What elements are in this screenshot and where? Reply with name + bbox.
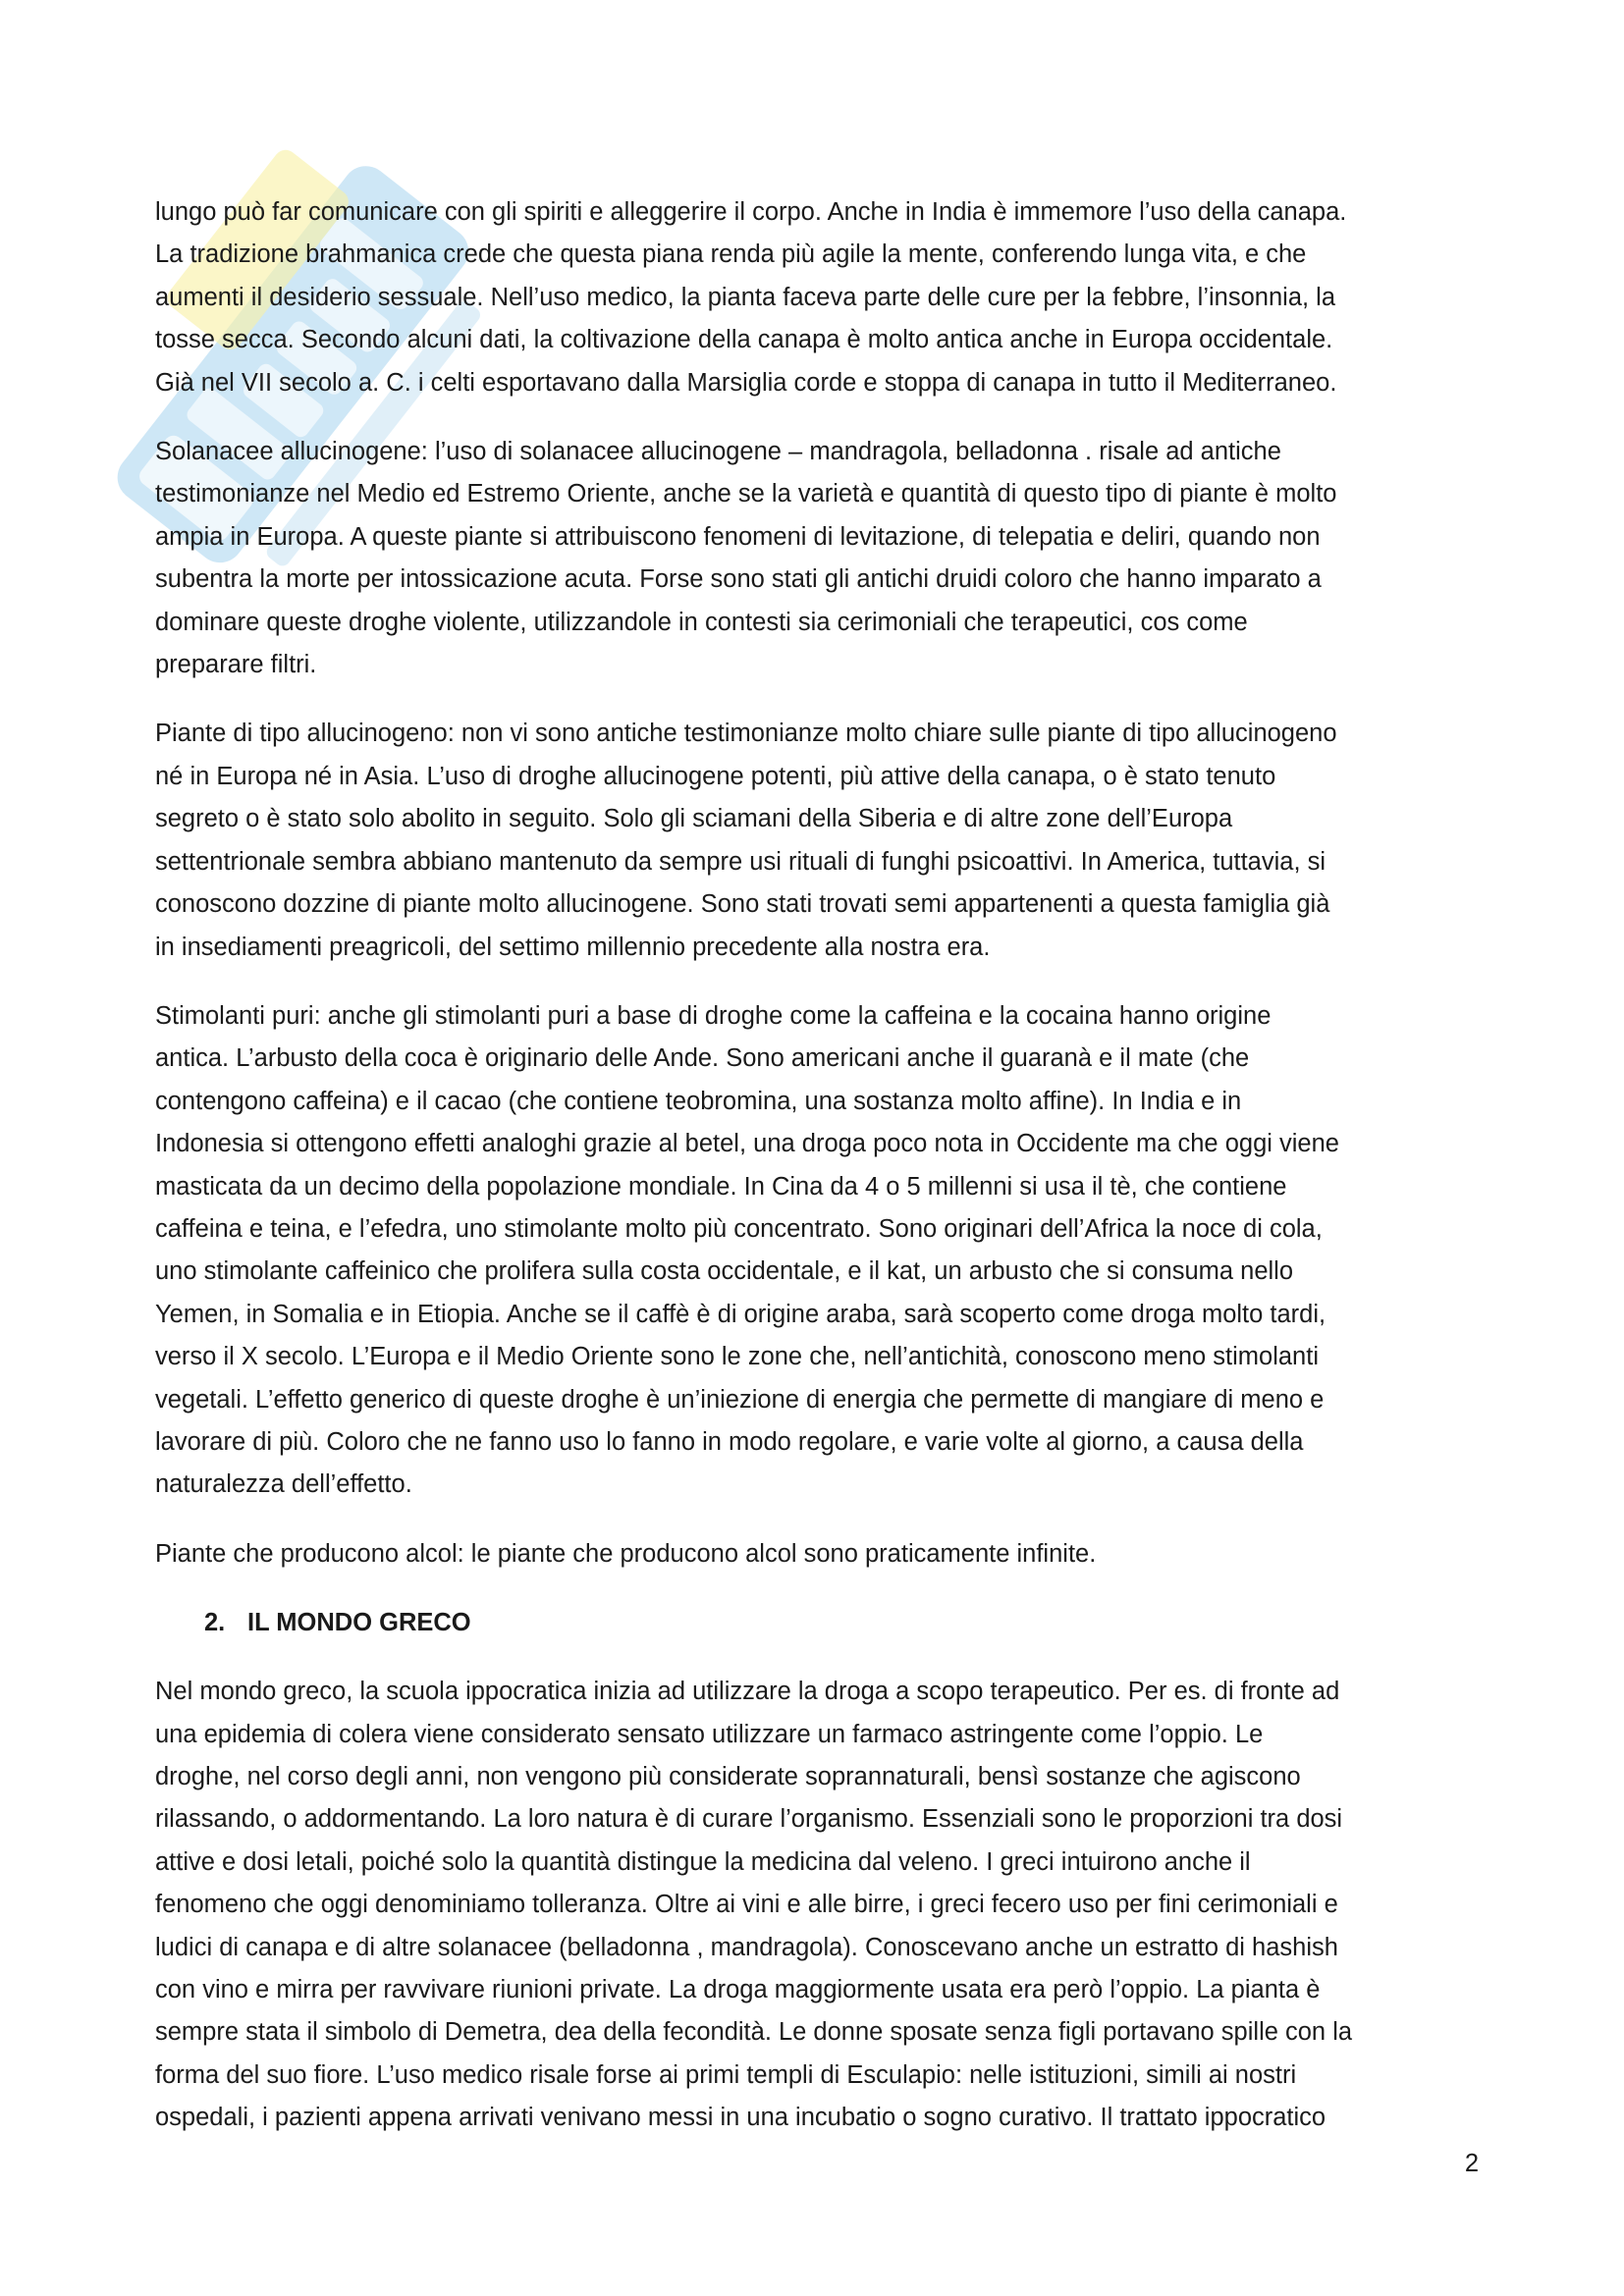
section-title: IL MONDO GRECO xyxy=(247,1609,471,1637)
paragraph-mondo-greco: Nel mondo greco, la scuola ippocratica inizia ad utilizzare la droga a scopo terapeutico. Per es. di fronte ad una epidemia di colera viene considerato sensato utilizzare un farmaco astringente come l’oppio. Le droghe, nel corso degli anni, non vengono più considerate soprannaturali, bensì sostanze che agiscono rilassando, o addormentando. La loro natura è di curare l’organismo. Essenziali sono le proporzioni tra dosi attive e dosi letali, poiché solo la quantità distingue la medicina dal veleno. I greci intuirono anche il fenomeno che oggi denominiamo tolleranza. Oltre ai vini e alle birre, i greci fecero uso per fini cerimoniali e ludici di canapa e di altre solanacee (belladonna , mandragola). Conoscevano anche un estratto di hashish con vino e mirra per ravvivare riunioni private. La droga maggiormente usata era però l’oppio. La pianta è sempre stata il simbolo di Demetra, dea della fecondità. Le donne sposate senza figli portavano spille con la forma del suo fiore. L’uso medico risale forse ai primi templi di Esculapio: nelle istituzioni, simili ai nostri ospedali, i pazienti appena arrivati venivano messi in una incubatio o sogno curativo. Il trattato ippocratico xyxy=(155,1678,1353,2132)
page-number: 2 xyxy=(1464,2150,1479,2177)
paragraph-canapa-continued: lungo può far comunicare con gli spiriti e alleggerire il corpo. Anche in India è immemore l’uso della canapa. La tradizione brahmanica crede che questa piana renda più agile la mente, conferendo lunga vita, e che aumenti il desiderio sessuale. Nell’uso medico, la pianta faceva parte delle cure per la febbre, l’insonnia, la tosse secca. Secondo alcuni dati, la coltivazione della canapa è molto antica anche in Europa occidentale. Già nel VII secolo a. C. i celti esportavano dalla Marsiglia corde e stoppa di canapa in tutto il Mediterraneo. xyxy=(155,198,1347,397)
document-page xyxy=(155,191,1483,2166)
paragraph-solanacee-allucinogene: Solanacee allucinogene: l’uso di solanacee allucinogene – mandragola, belladonna . risale ad antiche testimonianze nel Medio ed Estremo Oriente, anche se la varietà e quantità di questo tipo di piante è molto ampia in Europa. A queste piante si attribuiscono fenomeni di levitazione, di telepatia e deliri, quando non subentra la morte per intossicazione acuta. Forse sono stati gli antichi druidi coloro che hanno imparato a dominare queste droghe violente, utilizzandole in contesti sia cerimoniali che terapeutici, cos come preparare filtri. xyxy=(155,438,1337,679)
section-number: 2. xyxy=(204,1609,226,1637)
paragraph-piante-allucinogene: Piante di tipo allucinogeno: non vi sono antiche testimonianze molto chiare sulle piante di tipo allucinogeno né in Europa né in Asia. L’uso di droghe allucinogene potenti, più attive della canapa, o è stato tenuto segreto o è stato solo abolito in seguito. Solo gli sciamani della Siberia e di altre zone dell’Europa settentrionale sembra abbiano mantenuto da sempre usi rituali di funghi psicoattivi. In America, tuttavia, si conoscono dozzine di piante molto allucinogene. Sono stati trovati semi appartenenti a questa famiglia già in insediamenti preagricoli, del settimo millennio precedente alla nostra era. xyxy=(155,720,1337,961)
paragraph-stimolanti-puri: Stimolanti puri: anche gli stimolanti puri a base di droghe come la caffeina e la cocaina hanno origine antica. L’arbusto della coca è originario delle Ande. Sono americani anche il guaranà e il mate (che contengono caffeina) e il cacao (che contiene teobromina, una sostanza molto affine). In India e in Indonesia si ottengono effetti analoghi grazie al betel, una droga poco nota in Occidente ma che oggi viene masticata da un decimo della popolazione mondiale. In Cina da 4 o 5 millenni si usa il tè, che contiene caffeina e teina, e l’efedra, uno stimolante molto più concentrato. Sono originari dell’Africa la noce di cola, uno stimolante caffeinico che prolifera sulla costa occidentale, e il kat, un arbusto che si consuma nello Yemen, in Somalia e in Etiopia. Anche se il caffè è di origine araba, sarà scoperto come droga molto tardi, verso il X secolo. L’Europa e il Medio Oriente sono le zone che, nell’antichità, conoscono meno stimolanti vegetali. L’effetto generico di queste droghe è un’iniezione di energia che permette di mangiare di meno e lavorare di più. Coloro che ne fanno uso lo fanno in modo regolare, e varie volte al giorno, a causa della naturalezza dell’effetto. xyxy=(155,1001,1339,1499)
paragraph-piante-alcol: Piante che producono alcol: le piante che producono alcol sono praticamente infinite. xyxy=(155,1539,1097,1568)
section-heading xyxy=(155,1602,1483,1644)
